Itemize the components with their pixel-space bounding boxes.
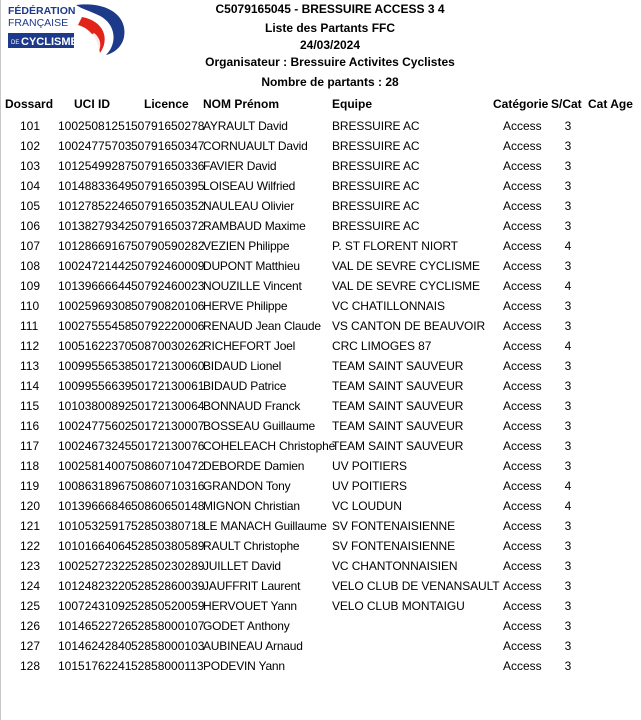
cell-scat: 3 <box>564 259 572 273</box>
cell-dossard: 114 <box>20 379 40 393</box>
cell-categorie: Access <box>503 539 542 553</box>
cell-dossard: 107 <box>20 239 41 253</box>
cell-licence: 50172130007 <box>131 419 205 433</box>
cell-dossard: 117 <box>20 439 40 453</box>
col-header-nom: NOM Prénom <box>203 97 280 111</box>
participants-table <box>0 116 641 676</box>
table-row <box>0 256 641 276</box>
cell-dossard: 102 <box>20 139 41 153</box>
participant-count: Nombre de partants : 28 <box>261 75 399 89</box>
cell-equipe: P. ST FLORENT NIORT <box>332 239 458 253</box>
table-row <box>0 476 641 496</box>
cell-licence: 52850380718 <box>131 519 205 533</box>
cell-equipe: UV POITIERS <box>332 459 407 473</box>
cell-equipe: TEAM SAINT SAUVEUR <box>332 419 464 433</box>
cell-scat: 4 <box>564 339 572 353</box>
cell-categorie: Access <box>503 519 542 533</box>
cell-nom-prenom: NOUZILLE Vincent <box>203 279 302 293</box>
table-row <box>0 656 641 676</box>
cell-dossard: 104 <box>20 179 41 193</box>
table-row <box>0 556 641 576</box>
col-header-equipe: Equipe <box>332 97 373 111</box>
table-row <box>0 516 641 536</box>
table-row <box>0 536 641 556</box>
table-row <box>0 416 641 436</box>
cell-scat: 3 <box>564 439 572 453</box>
cell-dossard: 124 <box>20 579 41 593</box>
table-row <box>0 636 641 656</box>
cell-categorie: Access <box>503 459 542 473</box>
cell-dossard: 105 <box>20 199 41 213</box>
cell-uci-id: 10148833649 <box>58 179 132 193</box>
cell-categorie: Access <box>503 299 542 313</box>
cell-licence: 50791650278 <box>131 119 205 133</box>
cell-scat: 3 <box>564 599 572 613</box>
cell-categorie: Access <box>503 399 542 413</box>
cell-categorie: Access <box>503 479 542 493</box>
cell-categorie: Access <box>503 499 542 513</box>
cell-licence: 52850520059 <box>131 599 205 613</box>
table-row <box>0 336 641 356</box>
cell-nom-prenom: LOISEAU Wilfried <box>203 179 296 193</box>
cell-categorie: Access <box>503 319 542 333</box>
cell-dossard: 108 <box>20 259 41 273</box>
cell-equipe: TEAM SAINT SAUVEUR <box>332 359 464 373</box>
cell-categorie: Access <box>503 259 542 273</box>
col-header-cat-age: Cat Age <box>588 97 633 111</box>
cell-nom-prenom: RAMBAUD Maxime <box>203 219 306 233</box>
cell-categorie: Access <box>503 119 542 133</box>
cell-scat: 3 <box>564 379 572 393</box>
cell-licence: 52858000113 <box>131 659 204 673</box>
cell-nom-prenom: AUBINEAU Arnaud <box>203 639 303 653</box>
cell-licence: 50791650336 <box>131 159 205 173</box>
table-row <box>0 276 641 296</box>
cell-scat: 3 <box>564 219 572 233</box>
cell-categorie: Access <box>503 279 542 293</box>
cell-equipe: BRESSUIRE AC <box>332 219 420 233</box>
cell-scat: 3 <box>564 619 572 633</box>
logo-text-line1: FÉDÉRATION <box>8 5 76 17</box>
cell-equipe: CRC LIMOGES 87 <box>332 339 432 353</box>
cell-scat: 3 <box>564 139 572 153</box>
cell-uci-id: 10024721442 <box>58 259 132 273</box>
cell-scat: 3 <box>564 299 572 313</box>
cell-categorie: Access <box>503 599 542 613</box>
cell-licence: 52858000103 <box>131 639 205 653</box>
cell-equipe: BRESSUIRE AC <box>332 159 420 173</box>
cell-nom-prenom: RENAUD Jean Claude <box>203 319 321 333</box>
table-row <box>0 176 641 196</box>
cell-categorie: Access <box>503 559 542 573</box>
cell-nom-prenom: BIDAUD Patrice <box>203 379 287 393</box>
cell-nom-prenom: BOSSEAU Guillaume <box>203 419 315 433</box>
cell-categorie: Access <box>503 659 542 673</box>
cell-equipe: UV POITIERS <box>332 479 407 493</box>
table-row <box>0 356 641 376</box>
event-date: 24/03/2024 <box>299 38 361 52</box>
cell-scat: 3 <box>564 519 572 533</box>
cell-nom-prenom: AYRAULT David <box>203 119 288 133</box>
cell-scat: 3 <box>564 659 572 673</box>
cell-nom-prenom: LE MANACH Guillaume <box>203 519 327 533</box>
cell-equipe: VS CANTON DE BEAUVOIR <box>332 319 486 333</box>
cell-licence: 50790820106 <box>131 299 205 313</box>
cell-equipe: VAL DE SEVRE CYCLISME <box>332 279 480 293</box>
cell-equipe: TEAM SAINT SAUVEUR <box>332 399 464 413</box>
cell-dossard: 113 <box>20 359 40 373</box>
cell-uci-id: 10024775703 <box>58 139 132 153</box>
cell-categorie: Access <box>503 199 542 213</box>
cell-dossard: 111 <box>20 319 39 333</box>
cell-uci-id: 10025081251 <box>58 119 132 133</box>
cell-categorie: Access <box>503 619 542 633</box>
cell-uci-id: 10146522726 <box>58 619 132 633</box>
cell-uci-id: 10024673245 <box>58 439 132 453</box>
cell-licence: 50791650347 <box>131 139 205 153</box>
table-row <box>0 196 641 216</box>
cell-scat: 4 <box>564 479 572 493</box>
cell-uci-id: 10099556538 <box>58 359 132 373</box>
cell-dossard: 121 <box>20 519 41 533</box>
cell-equipe: TEAM SAINT SAUVEUR <box>332 379 464 393</box>
cell-nom-prenom: VEZIEN Philippe <box>203 239 290 253</box>
cell-equipe: VC LOUDUN <box>332 499 402 513</box>
cell-licence: 50791650372 <box>131 219 205 233</box>
cell-nom-prenom: NAULEAU Olivier <box>203 199 295 213</box>
cell-dossard: 118 <box>20 459 40 473</box>
cell-licence: 50792460023 <box>131 279 205 293</box>
cell-nom-prenom: COHELEACH Christophe <box>203 439 336 453</box>
table-row <box>0 376 641 396</box>
cell-dossard: 122 <box>20 539 41 553</box>
list-title: Liste des Partants FFC <box>264 21 396 35</box>
col-header-categorie: Catégorie <box>493 97 549 111</box>
col-header-uci-id: UCI ID <box>74 97 110 111</box>
cell-nom-prenom: RAULT Christophe <box>203 539 300 553</box>
cell-dossard: 112 <box>20 339 40 353</box>
cell-categorie: Access <box>503 359 542 373</box>
cell-nom-prenom: JUILLET David <box>203 559 281 573</box>
table-row <box>0 236 641 256</box>
table-row <box>0 616 641 636</box>
cell-uci-id: 10139666644 <box>58 279 132 293</box>
cell-licence: 50791650352 <box>131 199 205 213</box>
cell-licence: 50792460009 <box>131 259 205 273</box>
cell-nom-prenom: BONNAUD Franck <box>203 399 301 413</box>
cell-categorie: Access <box>503 159 542 173</box>
table-row <box>0 396 641 416</box>
cell-licence: 50172130060 <box>131 359 205 373</box>
col-header-dossard: Dossard <box>5 97 54 111</box>
cell-scat: 3 <box>564 419 572 433</box>
cell-equipe: BRESSUIRE AC <box>332 139 420 153</box>
logo-text-line4: CYCLISME <box>21 36 78 48</box>
cell-scat: 3 <box>564 319 572 333</box>
table-row <box>0 596 641 616</box>
cell-scat: 3 <box>564 119 572 133</box>
table-row <box>0 136 641 156</box>
cell-scat: 3 <box>564 159 572 173</box>
cell-uci-id: 10127852246 <box>58 199 132 213</box>
cell-uci-id: 10124823220 <box>58 579 132 593</box>
ffc-logo-graphic <box>6 3 130 57</box>
cell-nom-prenom: GODET Anthony <box>203 619 290 633</box>
cell-uci-id: 10151762241 <box>58 659 132 673</box>
cell-equipe: VC CHANTONNAISIEN <box>332 559 458 573</box>
cell-nom-prenom: PODEVIN Yann <box>203 659 285 673</box>
cell-categorie: Access <box>503 339 542 353</box>
cell-uci-id: 10099556639 <box>58 379 132 393</box>
cell-uci-id: 10051622370 <box>58 339 132 353</box>
cell-nom-prenom: MIGNON Christian <box>203 499 300 513</box>
organizer: Organisateur : Bressuire Activites Cyclistes <box>205 55 455 69</box>
cell-uci-id: 10125499287 <box>58 159 132 173</box>
table-row <box>0 496 641 516</box>
cell-uci-id: 10128669167 <box>58 239 132 253</box>
cell-dossard: 110 <box>20 299 40 313</box>
cell-uci-id: 10025272322 <box>58 559 132 573</box>
cell-dossard: 120 <box>20 499 41 513</box>
col-header-licence: Licence <box>144 97 189 111</box>
cell-equipe: SV FONTENAISIENNE <box>332 539 455 553</box>
cell-categorie: Access <box>503 439 542 453</box>
cell-equipe: VAL DE SEVRE CYCLISME <box>332 259 480 273</box>
cell-nom-prenom: BIDAUD Lionel <box>203 359 282 373</box>
logo-text-line3: DE <box>11 40 20 46</box>
cell-scat: 4 <box>564 499 572 513</box>
cell-nom-prenom: HERVE Philippe <box>203 299 288 313</box>
cell-scat: 3 <box>564 179 572 193</box>
ffc-logo <box>6 3 130 57</box>
cell-equipe: SV FONTENAISIENNE <box>332 519 455 533</box>
cell-categorie: Access <box>503 139 542 153</box>
cell-dossard: 119 <box>20 479 40 493</box>
cell-dossard: 101 <box>20 119 41 133</box>
cell-equipe: TEAM SAINT SAUVEUR <box>332 439 464 453</box>
cell-licence: 52852860039 <box>131 579 205 593</box>
cell-nom-prenom: FAVIER David <box>203 159 277 173</box>
cell-dossard: 109 <box>20 279 41 293</box>
cell-categorie: Access <box>503 419 542 433</box>
cell-scat: 3 <box>564 539 572 553</box>
table-row <box>0 116 641 136</box>
cell-licence: 50860710316 <box>131 479 205 493</box>
cell-scat: 3 <box>564 639 572 653</box>
cell-nom-prenom: DUPONT Matthieu <box>203 259 300 273</box>
cell-nom-prenom: RICHEFORT Joel <box>203 339 296 353</box>
cell-scat: 3 <box>564 459 572 473</box>
cell-uci-id: 10105325917 <box>58 519 132 533</box>
cell-nom-prenom: CORNUAULT David <box>203 139 308 153</box>
cell-scat: 3 <box>564 199 572 213</box>
cell-scat: 3 <box>564 559 572 573</box>
cell-dossard: 116 <box>20 419 40 433</box>
cell-licence: 50792220006 <box>131 319 205 333</box>
cell-nom-prenom: JAUFFRIT Laurent <box>203 579 301 593</box>
cell-uci-id: 10146242840 <box>58 639 132 653</box>
cell-uci-id: 10024775602 <box>58 419 132 433</box>
cell-nom-prenom: HERVOUET Yann <box>203 599 297 613</box>
cell-equipe: VELO CLUB MONTAIGU <box>332 599 465 613</box>
cell-scat: 4 <box>564 279 572 293</box>
cell-licence: 50860650148 <box>131 499 205 513</box>
cell-licence: 50790590282 <box>131 239 205 253</box>
table-row <box>0 216 641 236</box>
cell-equipe: VELO CLUB DE VENANSAULT <box>332 579 500 593</box>
cell-uci-id: 10072431092 <box>58 599 132 613</box>
event-title: C5079165045 - BRESSUIRE ACCESS 3 4 <box>215 2 445 16</box>
table-row <box>0 156 641 176</box>
cell-licence: 50172130076 <box>131 439 205 453</box>
cell-scat: 3 <box>564 579 572 593</box>
logo-text-line2: FRANÇAISE <box>8 17 69 29</box>
cell-dossard: 127 <box>20 639 41 653</box>
cell-uci-id: 10027555458 <box>58 319 132 333</box>
cell-licence: 52850230289 <box>131 559 205 573</box>
cell-equipe: BRESSUIRE AC <box>332 199 420 213</box>
cell-dossard: 128 <box>20 659 41 673</box>
cell-dossard: 106 <box>20 219 41 233</box>
table-row <box>0 456 641 476</box>
cell-nom-prenom: DEBORDE Damien <box>203 459 305 473</box>
cell-uci-id: 10025969308 <box>58 299 132 313</box>
table-row <box>0 576 641 596</box>
cell-uci-id: 10139666846 <box>58 499 132 513</box>
cell-categorie: Access <box>503 579 542 593</box>
cell-scat: 3 <box>564 359 572 373</box>
cell-licence: 52858000107 <box>131 619 205 633</box>
cell-categorie: Access <box>503 239 542 253</box>
cell-uci-id: 10025814007 <box>58 459 132 473</box>
cell-licence: 52850380589 <box>131 539 205 553</box>
cell-scat: 4 <box>564 239 572 253</box>
cell-licence: 50172130061 <box>131 379 205 393</box>
table-row <box>0 316 641 336</box>
cell-equipe: BRESSUIRE AC <box>332 179 420 193</box>
cell-nom-prenom: GRANDON Tony <box>203 479 291 493</box>
cell-uci-id: 10086318967 <box>58 479 132 493</box>
cell-uci-id: 10103800892 <box>58 399 132 413</box>
cell-categorie: Access <box>503 219 542 233</box>
cell-licence: 50860710472 <box>131 459 205 473</box>
cell-dossard: 115 <box>20 399 40 413</box>
cell-licence: 50791650395 <box>131 179 205 193</box>
cell-licence: 50172130064 <box>131 399 205 413</box>
cell-equipe: VC CHATILLONNAIS <box>332 299 445 313</box>
cell-dossard: 123 <box>20 559 41 573</box>
cell-categorie: Access <box>503 379 542 393</box>
cell-uci-id: 10101664064 <box>58 539 132 553</box>
table-row <box>0 296 641 316</box>
cell-dossard: 125 <box>20 599 41 613</box>
cell-categorie: Access <box>503 639 542 653</box>
cell-uci-id: 10138279342 <box>58 219 132 233</box>
cell-equipe: BRESSUIRE AC <box>332 119 420 133</box>
col-header-scat: S/Cat <box>551 97 582 111</box>
cell-categorie: Access <box>503 179 542 193</box>
cell-scat: 3 <box>564 399 572 413</box>
table-row <box>0 436 641 456</box>
cell-licence: 50870030262 <box>131 339 205 353</box>
cell-dossard: 103 <box>20 159 41 173</box>
cell-dossard: 126 <box>20 619 41 633</box>
